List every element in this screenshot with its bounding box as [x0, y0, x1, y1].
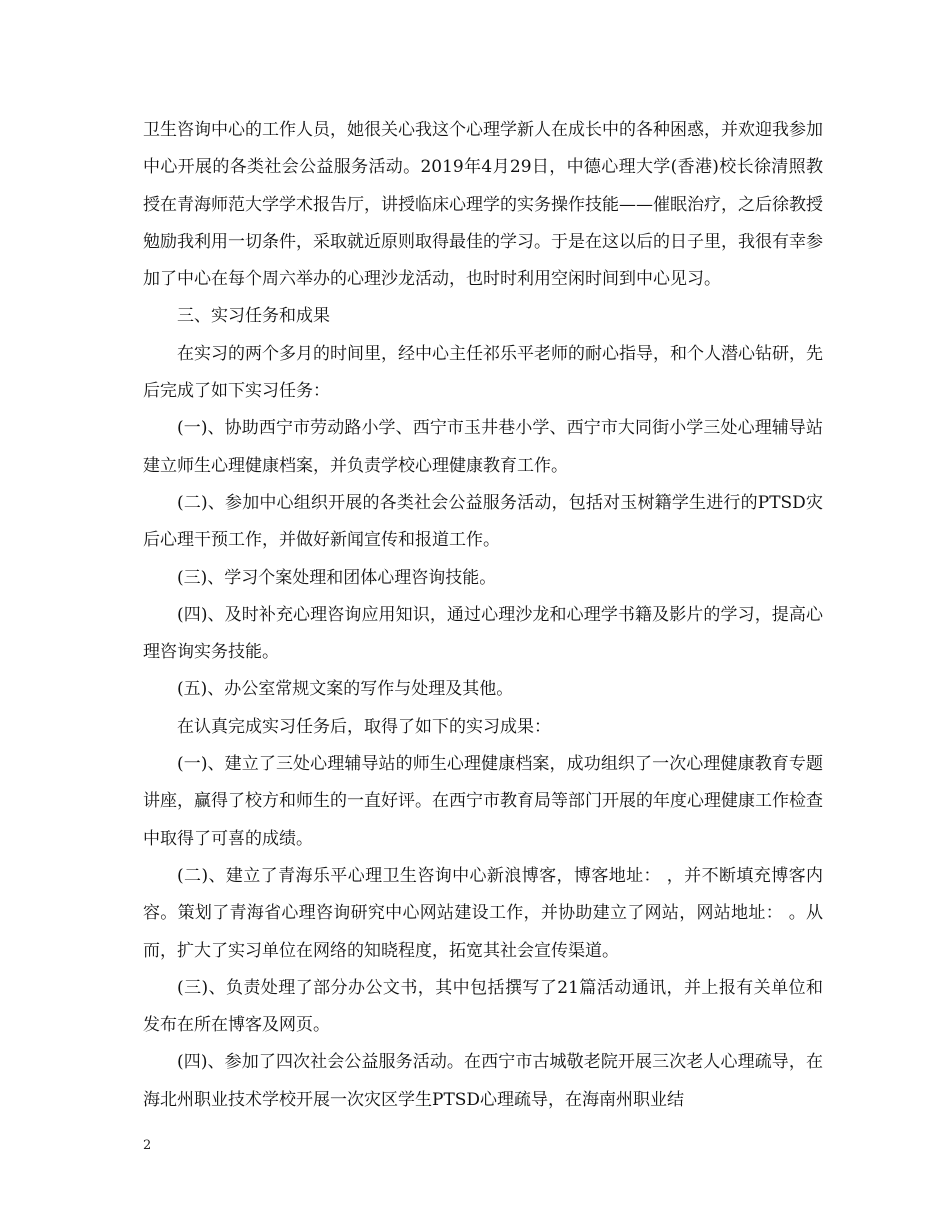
result-item-3: (三)、负责处理了部分办公文书，其中包括撰写了21篇活动通讯，并上报有关单位和发布在所在博客及网页。 — [143, 977, 823, 1036]
result-item-2: (二)、建立了青海乐平心理卫生咨询中心新浪博客，博客地址： ，并不断填充博客内容。策划了青海省心理咨询研究中心网站建设工作，并协助建立了网站，网站地址： 。从而，扩大了实习单位在网络的知晓程度，拓宽其社会宣传渠道。 — [143, 865, 823, 961]
result-item-4: (四)、参加了四次社会公益服务活动。在西宁市古城敬老院开展三次老人心理疏导，在海北州职业技术学校开展一次灾区学生PTSD心理疏导，在海南州职业结 — [143, 1052, 823, 1110]
task-item-1: (一)、协助西宁市劳动路小学、西宁市玉井巷小学、西宁市大同街小学三处心理辅导站建立师生心理健康档案，并负责学校心理健康教育工作。 — [143, 418, 823, 476]
task-item-2: (二)、参加中心组织开展的各类社会公益服务活动，包括对玉树籍学生进行的PTSD灾后心理干预工作，并做好新闻宣传和报道工作。 — [143, 492, 823, 551]
paragraph-tasks-intro: 在实习的两个多月的时间里，经中心主任祁乐平老师的耐心指导，和个人潜心钻研，先后完成了如下实习任务： — [143, 343, 823, 402]
task-item-4: (四)、及时补充心理咨询应用知识，通过心理沙龙和心理学书籍及影片的学习，提高心理咨询实务技能。 — [143, 604, 823, 663]
paragraph-intro-continuation: 卫生咨询中心的工作人员，她很关心我这个心理学新人在成长中的各种困惑，并欢迎我参加中心开展的各类社会公益服务活动。2019年4月29日，中德心理大学(香港)校长徐清照教授在青海师范大学学术报告厅，讲授临床心理学的实务操作技能——催眠治疗，之后徐教授勉励我利用一切条件，采取就近原则取得最佳的学习。于是在这以后的日子里，我很有幸参加了中心在每个周六举办的心理沙龙活动，也时时利用空闲时间到中心见习。 — [143, 120, 823, 290]
paragraph-results-intro: 在认真完成实习任务后，取得了如下的实习成果： — [177, 716, 551, 737]
result-item-1: (一)、建立了三处心理辅导站的师生心理健康档案，成功组织了一次心理健康教育专题讲座，赢得了校方和师生的一直好评。在西宁市教育局等部门开展的年度心理健康工作检查中取得了可喜的成绩。 — [143, 754, 823, 849]
page-number: 2 — [143, 1138, 152, 1153]
task-item-5: (五)、办公室常规文案的写作与处理及其他。 — [177, 679, 514, 700]
section-heading-internship-tasks: 三、实习任务和成果 — [177, 306, 330, 327]
document-body — [143, 112, 823, 1119]
task-item-3: (三)、学习个案处理和团体心理咨询技能。 — [177, 567, 497, 588]
